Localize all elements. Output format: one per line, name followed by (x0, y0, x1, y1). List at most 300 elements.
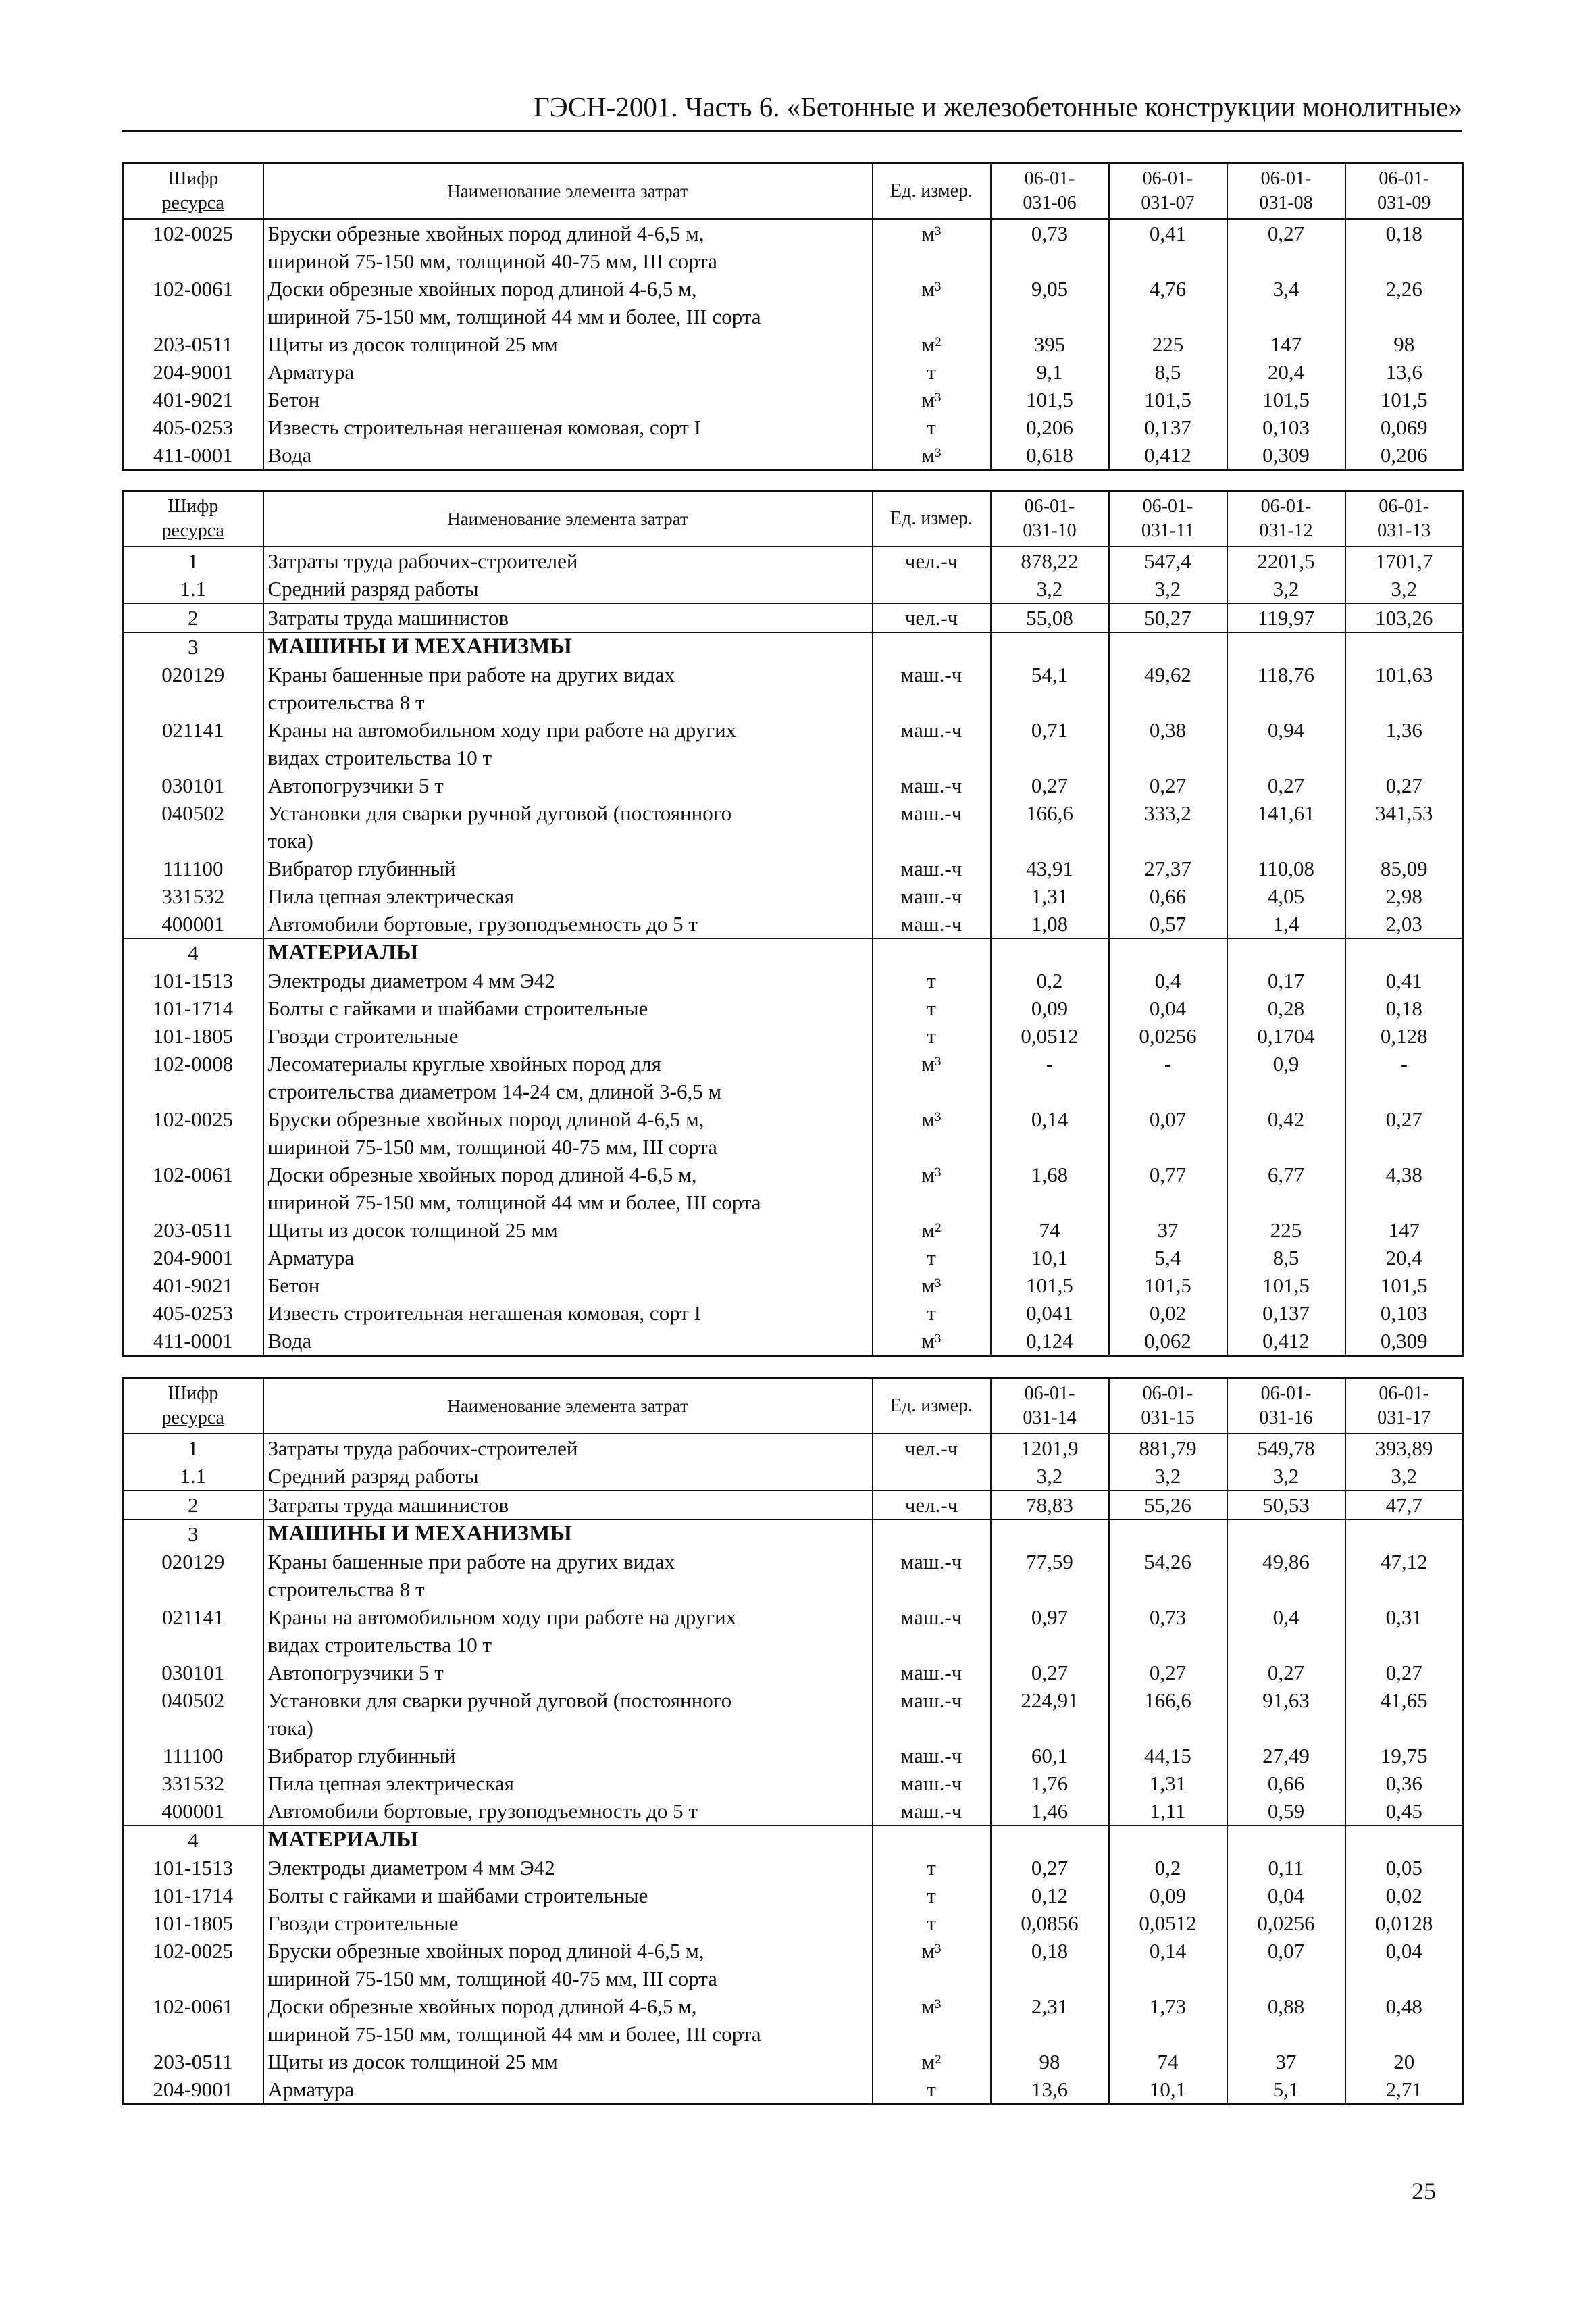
header-norm-line: 06-01- (1024, 1383, 1075, 1404)
cell-resource-code: 405-0253 (123, 1299, 263, 1327)
cell-value: 60,1 (991, 1742, 1109, 1769)
cell-cost-element (263, 1272, 873, 1299)
cell-resource-code: 040502 (123, 1686, 263, 1742)
cell-value: 0,0256 (1227, 1909, 1345, 1937)
cell-value: 0,27 (991, 1854, 1109, 1882)
cell-resource-code: 101-1513 (123, 967, 263, 995)
cell-value (991, 1826, 1109, 1854)
cell-cost-element (263, 855, 873, 882)
header-resource-code (123, 164, 263, 220)
cell-resource-code: 111100 (123, 855, 263, 882)
cost-element-line: Бетон (267, 388, 320, 411)
cell-unit (873, 1462, 991, 1490)
header-norm-line: 031-13 (1377, 520, 1431, 541)
cell-unit: м² (873, 1216, 991, 1244)
table-row (123, 2076, 1464, 2105)
table-row (123, 855, 1464, 882)
cell-value: 549,78 (1227, 1434, 1345, 1462)
cell-value: 2,03 (1345, 910, 1464, 938)
cell-cost-element (263, 1519, 873, 1548)
table-row (123, 330, 1464, 358)
header-unit: Ед. измер. (873, 164, 991, 220)
cell-value (1345, 632, 1464, 661)
cost-element-line: МАТЕРИАЛЫ (267, 940, 419, 965)
cell-value: 0,1704 (1227, 1022, 1345, 1050)
cell-resource-code: 040502 (123, 799, 263, 855)
cell-value: 8,5 (1109, 358, 1227, 386)
cell-value: 3,2 (1109, 575, 1227, 603)
table-row (123, 995, 1464, 1022)
cell-value: 0,0256 (1109, 1022, 1227, 1050)
header-norm-line: 031-16 (1259, 1407, 1313, 1428)
cell-value: 0,17 (1227, 967, 1345, 995)
cell-value: 547,4 (1109, 547, 1227, 575)
cell-value: 878,22 (991, 547, 1109, 575)
cost-element-line: Средний разряд работы (267, 577, 479, 601)
cost-element-line: Щиты из досок толщиной 25 мм (267, 332, 558, 356)
cell-value: 13,6 (1345, 358, 1464, 386)
cell-cost-element (263, 219, 873, 275)
cell-value: 0,128 (1345, 1022, 1464, 1050)
cell-value: 147 (1345, 1216, 1464, 1244)
cell-unit: маш.-ч (873, 1603, 991, 1659)
table-row (123, 1327, 1464, 1356)
cost-element-line: Установки для сварки ручной дуговой (постоянного (267, 1688, 732, 1712)
cell-cost-element (263, 1826, 873, 1854)
header-cost-element: Наименование элемента затрат (263, 491, 873, 547)
cell-resource-code: 203-0511 (123, 1216, 263, 1244)
cell-value: 0,57 (1109, 910, 1227, 938)
cell-value: 13,6 (991, 2076, 1109, 2105)
table-header-row (123, 164, 1464, 220)
cell-value: 0,206 (1345, 441, 1464, 470)
cell-value: 20,4 (1345, 1244, 1464, 1272)
cell-value: 101,5 (1227, 386, 1345, 413)
cell-cost-element (263, 632, 873, 661)
cell-resource-code: 4 (123, 1826, 263, 1854)
cell-value: 3,2 (1109, 1462, 1227, 1490)
cell-unit: м³ (873, 1937, 991, 1992)
cost-element-line: шириной 75-150 мм, толщиной 40-75 мм, III сорта (267, 249, 717, 273)
cell-value (1227, 1519, 1345, 1548)
header-code-line: Шифр (168, 1383, 219, 1404)
cell-unit: м³ (873, 1327, 991, 1356)
cell-cost-element (263, 1937, 873, 1992)
cell-unit: маш.-ч (873, 882, 991, 910)
cell-value: 0,27 (1109, 1659, 1227, 1686)
cell-unit: т (873, 358, 991, 386)
cell-value: 0,02 (1345, 1882, 1464, 1909)
table-row (123, 716, 1464, 772)
header-resource-code (123, 491, 263, 547)
cell-resource-code: 400001 (123, 1797, 263, 1826)
cell-unit: чел.-ч (873, 603, 991, 632)
cell-value: 77,59 (991, 1548, 1109, 1603)
cell-resource-code: 102-0061 (123, 1161, 263, 1216)
cell-cost-element (263, 1742, 873, 1769)
cell-cost-element (263, 441, 873, 470)
cost-element-line: Известь строительная негашеная комовая, сорт I (267, 416, 701, 439)
cell-value: 47,7 (1345, 1490, 1464, 1519)
cell-unit (873, 632, 991, 661)
cell-cost-element (263, 1434, 873, 1462)
cell-value (1345, 1826, 1464, 1854)
cell-unit: маш.-ч (873, 799, 991, 855)
cell-value: 0,14 (1109, 1937, 1227, 1992)
cell-value: 0,103 (1345, 1299, 1464, 1327)
table-row (123, 1299, 1464, 1327)
cost-element-line: Доски обрезные хвойных пород длиной 4-6,5 м, (267, 277, 697, 301)
cell-value: 0,02 (1109, 1299, 1227, 1327)
cell-value: 101,5 (991, 386, 1109, 413)
cell-value: 0,77 (1109, 1161, 1227, 1216)
cell-resource-code: 030101 (123, 772, 263, 799)
cell-unit: маш.-ч (873, 1659, 991, 1686)
header-norm-code (1227, 164, 1345, 220)
header-norm-line: 06-01- (1260, 168, 1312, 189)
cell-unit: т (873, 1854, 991, 1882)
cell-resource-code: 2 (123, 1490, 263, 1519)
cell-value: 9,05 (991, 275, 1109, 330)
header-norm-line: 031-09 (1377, 193, 1431, 213)
cell-unit: маш.-ч (873, 855, 991, 882)
cell-value: 37 (1109, 1216, 1227, 1244)
cell-unit: маш.-ч (873, 716, 991, 772)
cell-value: 1701,7 (1345, 547, 1464, 575)
cell-value (991, 1519, 1109, 1548)
cost-element-line: строительства 8 т (267, 1578, 425, 1601)
cell-value: 101,5 (1109, 1272, 1227, 1299)
cell-unit: т (873, 967, 991, 995)
cell-value: 0,4 (1109, 967, 1227, 995)
cell-value: 47,12 (1345, 1548, 1464, 1603)
cell-resource-code: 204-9001 (123, 358, 263, 386)
cell-value: 0,88 (1227, 1992, 1345, 2048)
cell-resource-code: 102-0061 (123, 1992, 263, 2048)
cell-value (1227, 632, 1345, 661)
section-row (123, 1519, 1464, 1548)
cell-unit: т (873, 413, 991, 441)
header-norm-line: 031-15 (1141, 1407, 1195, 1428)
cost-element-line: Бруски обрезные хвойных пород длиной 4-6,5 м, (267, 222, 704, 245)
cost-element-line: Краны башенные при работе на других видах (267, 663, 675, 686)
cell-cost-element (263, 1462, 873, 1490)
table-row (123, 547, 1464, 575)
cell-value: 0,206 (991, 413, 1109, 441)
cell-resource-code: 411-0001 (123, 441, 263, 470)
table-row (123, 1742, 1464, 1769)
cell-unit: т (873, 1244, 991, 1272)
cost-element-line: Вода (267, 443, 312, 467)
cell-cost-element (263, 1548, 873, 1603)
table-row (123, 1992, 1464, 2048)
cell-cost-element (263, 716, 873, 772)
cell-value: 0,09 (991, 995, 1109, 1022)
cell-resource-code: 102-0025 (123, 1937, 263, 1992)
cell-value: 0,66 (1227, 1769, 1345, 1797)
cell-value: 0,27 (1227, 772, 1345, 799)
cell-unit: маш.-ч (873, 1686, 991, 1742)
table-row (123, 1272, 1464, 1299)
cell-value: 0,97 (991, 1603, 1109, 1659)
header-norm-line: 06-01- (1379, 496, 1430, 517)
cell-resource-code: 030101 (123, 1659, 263, 1686)
cell-resource-code: 405-0253 (123, 413, 263, 441)
cell-resource-code: 102-0025 (123, 219, 263, 275)
cell-value: 0,71 (991, 716, 1109, 772)
cell-value: 10,1 (991, 1244, 1109, 1272)
cost-element-line: Вода (267, 1329, 312, 1353)
header-norm-line: 031-14 (1023, 1407, 1077, 1428)
table-row (123, 1937, 1464, 1992)
header-norm-code (1109, 1378, 1227, 1434)
header-norm-line: 031-11 (1141, 520, 1195, 541)
table-row (123, 1490, 1464, 1519)
cell-resource-code: 3 (123, 1519, 263, 1548)
cell-value: 0,18 (991, 1937, 1109, 1992)
cell-unit: чел.-ч (873, 1434, 991, 1462)
table-row (123, 603, 1464, 632)
table-row (123, 575, 1464, 603)
cell-value: 0,66 (1109, 882, 1227, 910)
cost-element-line: Щиты из досок толщиной 25 мм (267, 2050, 558, 2073)
table-row (123, 1105, 1464, 1161)
cell-cost-element (263, 938, 873, 967)
cell-value: 101,5 (1345, 1272, 1464, 1299)
cell-resource-code: 204-9001 (123, 1244, 263, 1272)
cell-value: 27,37 (1109, 855, 1227, 882)
cost-element-line: Вибратор глубинный (267, 1744, 456, 1767)
cell-value: 333,2 (1109, 799, 1227, 855)
cell-value: 2,26 (1345, 275, 1464, 330)
cell-value (1227, 1826, 1345, 1854)
table-row (123, 1686, 1464, 1742)
cell-value: 101,5 (1345, 386, 1464, 413)
cell-value: 55,26 (1109, 1490, 1227, 1519)
norms-table-1 (122, 162, 1464, 471)
cell-value: 0,45 (1345, 1797, 1464, 1826)
cost-element-line: Затраты труда машинистов (267, 1493, 509, 1517)
cell-unit: м³ (873, 1272, 991, 1299)
header-norm-line: 031-06 (1023, 193, 1077, 213)
cell-value: 0,27 (1109, 772, 1227, 799)
cost-element-line: Краны на автомобильном ходу при работе на других (267, 1605, 737, 1629)
cell-value: 0,137 (1227, 1299, 1345, 1327)
cost-element-line: тока) (267, 829, 313, 853)
cost-element-line: Щиты из досок толщиной 25 мм (267, 1218, 558, 1242)
cell-resource-code: 1 (123, 1434, 263, 1462)
cost-element-line: Доски обрезные хвойных пород длиной 4-6,5 м, (267, 1163, 697, 1186)
cell-value: 1,73 (1109, 1992, 1227, 2048)
cost-element-line: шириной 75-150 мм, толщиной 40-75 мм, III сорта (267, 1135, 717, 1159)
cell-cost-element (263, 799, 873, 855)
cell-value: 0,309 (1345, 1327, 1464, 1356)
cell-value: 9,1 (991, 358, 1109, 386)
cost-element-line: Бруски обрезные хвойных пород длиной 4-6,5 м, (267, 1107, 704, 1131)
cell-resource-code: 1.1 (123, 1462, 263, 1490)
cell-value: 54,26 (1109, 1548, 1227, 1603)
table-row (123, 1244, 1464, 1272)
cell-value: 101,5 (991, 1272, 1109, 1299)
header-norm-line: 06-01- (1379, 1383, 1430, 1404)
cell-cost-element (263, 882, 873, 910)
cell-resource-code: 102-0061 (123, 275, 263, 330)
table-row (123, 275, 1464, 330)
cell-resource-code: 411-0001 (123, 1327, 263, 1356)
header-norm-line: 06-01- (1024, 496, 1075, 517)
cost-element-line: МАШИНЫ И МЕХАНИЗМЫ (267, 1521, 572, 1546)
cell-value: 20,4 (1227, 358, 1345, 386)
cell-value: 0,07 (1109, 1105, 1227, 1161)
header-norm-code (991, 164, 1109, 220)
cost-element-line: Пила цепная электрическая (267, 1771, 514, 1795)
section-row (123, 938, 1464, 967)
cell-value: 0,04 (1227, 1882, 1345, 1909)
cell-cost-element (263, 967, 873, 995)
cell-cost-element (263, 1909, 873, 1937)
cell-cost-element (263, 1105, 873, 1161)
cell-value: 1,36 (1345, 716, 1464, 772)
cell-cost-element (263, 275, 873, 330)
table-row (123, 2048, 1464, 2076)
cell-cost-element (263, 330, 873, 358)
cell-value: 166,6 (1109, 1686, 1227, 1742)
cell-resource-code: 1 (123, 547, 263, 575)
header-resource-code (123, 1378, 263, 1434)
cell-value: 0,412 (1227, 1327, 1345, 1356)
table-row (123, 1161, 1464, 1216)
cell-value: 393,89 (1345, 1434, 1464, 1462)
header-code-line: ресурса (161, 1407, 224, 1428)
cell-value: 50,53 (1227, 1490, 1345, 1519)
cost-element-line: Средний разряд работы (267, 1464, 479, 1488)
cell-value: 0,2 (1109, 1854, 1227, 1882)
table-row (123, 967, 1464, 995)
cell-unit (873, 1826, 991, 1854)
cell-cost-element (263, 413, 873, 441)
header-norm-line: 06-01- (1142, 496, 1193, 517)
cell-value: 0,42 (1227, 1105, 1345, 1161)
cell-unit: чел.-ч (873, 1490, 991, 1519)
cost-element-line: видах строительства 10 т (267, 1633, 492, 1657)
cell-cost-element (263, 995, 873, 1022)
header-norm-code (991, 1378, 1109, 1434)
header-norm-code (1345, 164, 1464, 220)
header-norm-line: 06-01- (1260, 1383, 1312, 1404)
cell-cost-element (263, 1161, 873, 1216)
cell-value: 4,05 (1227, 882, 1345, 910)
cost-element-line: МАТЕРИАЛЫ (267, 1828, 419, 1852)
header-norm-code (1345, 491, 1464, 547)
cell-unit: м³ (873, 1992, 991, 2048)
cell-value: 1,46 (991, 1797, 1109, 1826)
cost-element-line: шириной 75-150 мм, толщиной 44 мм и более, III сорта (267, 2022, 761, 2046)
cell-value: 2,71 (1345, 2076, 1464, 2105)
table-header-row (123, 491, 1464, 547)
cell-value: 0,27 (1345, 1105, 1464, 1161)
cell-unit (873, 938, 991, 967)
cell-value: 0,0512 (1109, 1909, 1227, 1937)
cell-value: 3,2 (991, 575, 1109, 603)
cell-unit: т (873, 1909, 991, 1937)
cell-value: 0,59 (1227, 1797, 1345, 1826)
cell-value: 0,36 (1345, 1769, 1464, 1797)
cell-cost-element (263, 1244, 873, 1272)
cell-value: 3,2 (991, 1462, 1109, 1490)
cell-unit: маш.-ч (873, 910, 991, 938)
cost-element-line: Болты с гайками и шайбами строительные (267, 997, 648, 1020)
table-row (123, 1854, 1464, 1882)
cell-resource-code: 111100 (123, 1742, 263, 1769)
cell-resource-code: 102-0025 (123, 1105, 263, 1161)
cell-resource-code: 203-0511 (123, 2048, 263, 2076)
cell-value: 37 (1227, 2048, 1345, 2076)
cell-resource-code: 401-9021 (123, 386, 263, 413)
header-norm-line: 031-10 (1023, 520, 1077, 541)
cell-unit: м² (873, 330, 991, 358)
cell-value: 85,09 (1345, 855, 1464, 882)
table-row (123, 1216, 1464, 1244)
cost-element-line: Краны башенные при работе на других видах (267, 1550, 675, 1574)
cell-value: 0,062 (1109, 1327, 1227, 1356)
cell-value: 27,49 (1227, 1742, 1345, 1769)
cell-value (1227, 938, 1345, 967)
cell-unit: м³ (873, 386, 991, 413)
cell-value: 0,38 (1109, 716, 1227, 772)
table-row (123, 1797, 1464, 1826)
cell-value: 101,63 (1345, 661, 1464, 716)
table-row (123, 413, 1464, 441)
cell-value: - (991, 1050, 1109, 1105)
cell-value: 0,04 (1345, 1937, 1464, 1992)
cell-value: 0,73 (991, 219, 1109, 275)
cell-resource-code: 101-1513 (123, 1854, 263, 1882)
cell-value: 2201,5 (1227, 547, 1345, 575)
header-norm-line: 031-07 (1141, 193, 1195, 213)
cost-element-line: Краны на автомобильном ходу при работе на других (267, 718, 737, 742)
cell-cost-element (263, 772, 873, 799)
header-norm-code (1227, 491, 1345, 547)
cell-unit: м³ (873, 1050, 991, 1105)
cell-resource-code: 102-0008 (123, 1050, 263, 1105)
header-norm-line: 06-01- (1142, 168, 1193, 189)
cell-value: 225 (1227, 1216, 1345, 1244)
cell-resource-code: 203-0511 (123, 330, 263, 358)
table-row (123, 661, 1464, 716)
cell-value: 2,98 (1345, 882, 1464, 910)
cell-value: 19,75 (1345, 1742, 1464, 1769)
table-row (123, 1462, 1464, 1490)
table-header-row (123, 1378, 1464, 1434)
cell-value: 8,5 (1227, 1244, 1345, 1272)
cell-value: 0,05 (1345, 1854, 1464, 1882)
cell-resource-code: 4 (123, 938, 263, 967)
cell-value: 78,83 (991, 1490, 1109, 1519)
cost-element-line: МАШИНЫ И МЕХАНИЗМЫ (267, 634, 572, 659)
cell-value: 1,31 (1109, 1769, 1227, 1797)
cell-cost-element (263, 575, 873, 603)
cost-element-line: Болты с гайками и шайбами строительные (267, 1884, 648, 1907)
cost-element-line: Известь строительная негашеная комовая, сорт I (267, 1301, 701, 1325)
cell-unit: т (873, 1022, 991, 1050)
cell-value: 0,28 (1227, 995, 1345, 1022)
cell-unit: маш.-ч (873, 661, 991, 716)
cost-element-line: Установки для сварки ручной дуговой (постоянного (267, 801, 732, 825)
cost-element-line: Арматура (267, 2078, 355, 2101)
cell-value: - (1109, 1050, 1227, 1105)
cell-unit: маш.-ч (873, 1742, 991, 1769)
cell-value: 0,069 (1345, 413, 1464, 441)
